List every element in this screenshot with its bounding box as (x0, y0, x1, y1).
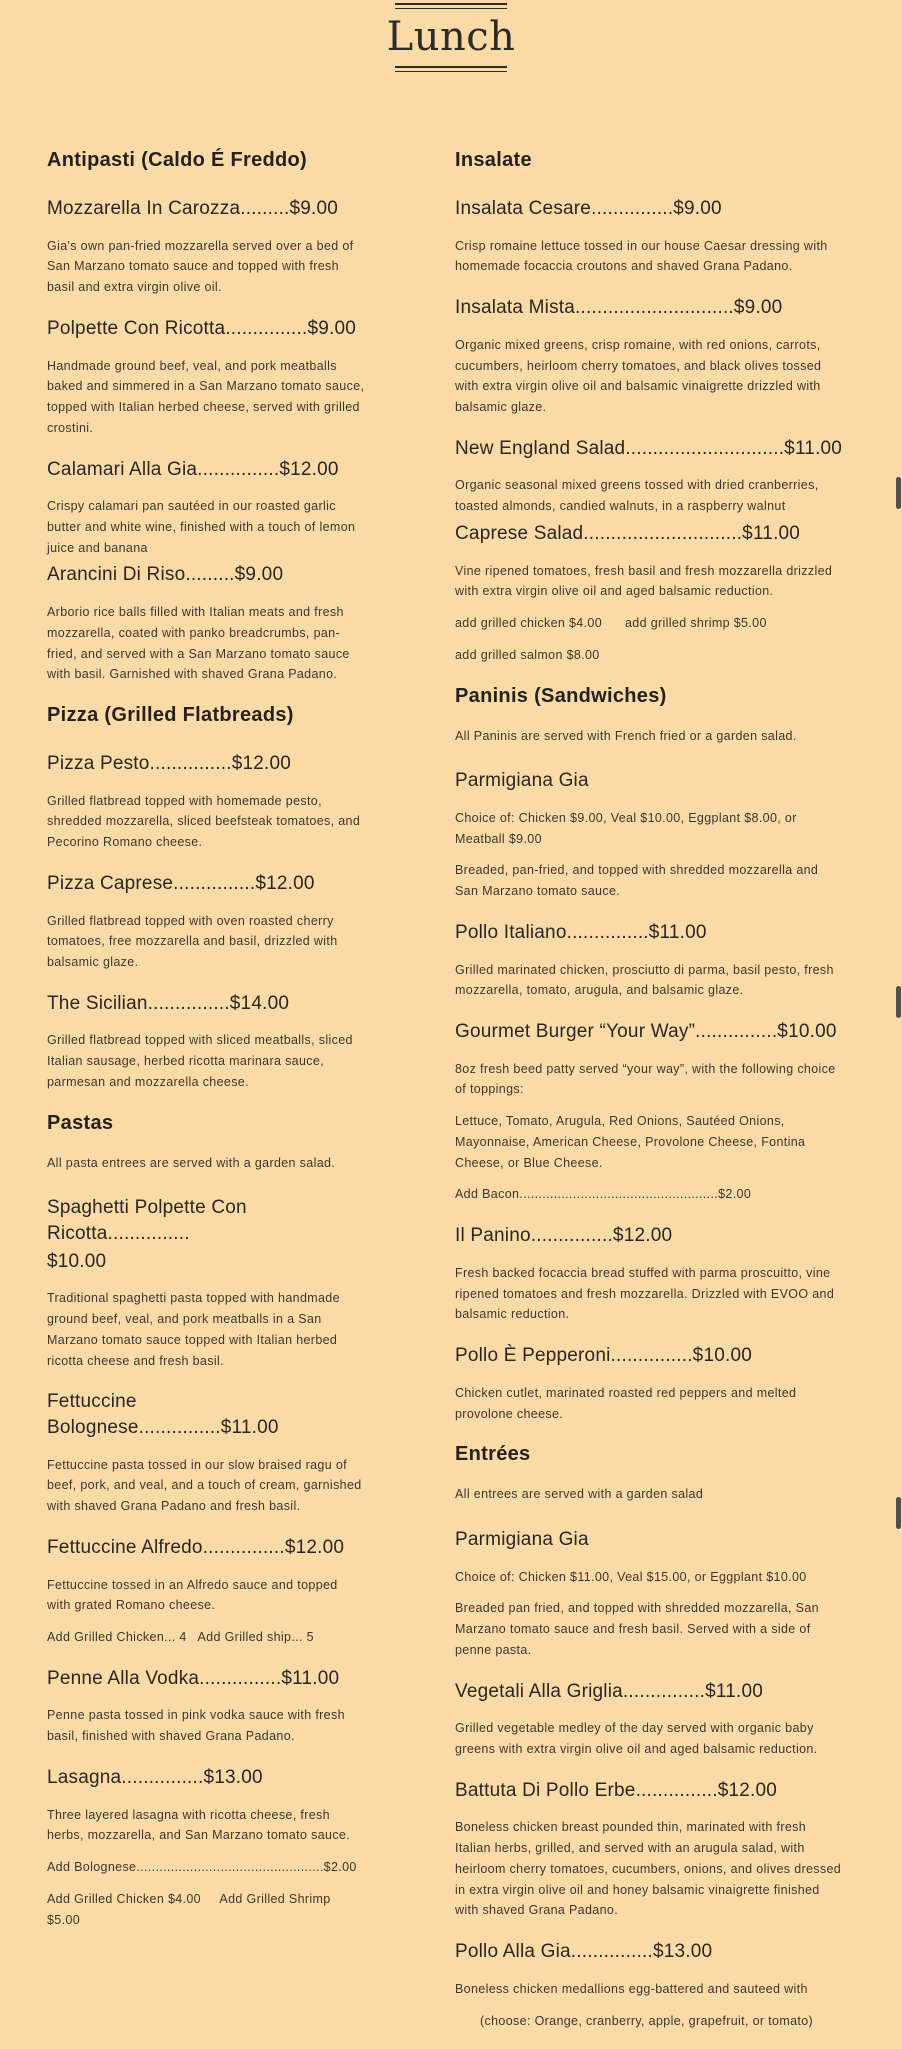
menu-item (455, 1019, 843, 1205)
item-title: Pollo Alla Gia...............$13.00 (455, 1941, 713, 1963)
scrollbar-thumb[interactable] (896, 986, 901, 1018)
item-description-paragraph: Choice of: Chicken $11.00, Veal $15.00, or Eggplant $10.00 (455, 1569, 807, 1584)
item-description-paragraph: Handmade ground beef, veal, and pork meatballs baked and simmered in a San Marzano tomato sauce, topped with Italian herbed cheese, served with grilled crostini. (47, 358, 365, 435)
menu-item (455, 1223, 843, 1325)
scrollbar-thumb[interactable] (896, 477, 901, 509)
menu-item (455, 1778, 843, 1921)
item-description (455, 236, 843, 278)
item-description (47, 356, 365, 439)
item-description (455, 1059, 843, 1174)
item-description-paragraph: Fettuccine pasta tossed in our slow braised ragu of beef, pork, and veal, and a touch of cream, garnished with shaved Grana Padano and fresh basil. (47, 1457, 362, 1514)
item-description-paragraph: Chicken cutlet, marinated roasted red peppers and melted provolone cheese. (455, 1385, 797, 1421)
double-rule-bottom (395, 66, 507, 72)
menu-item (47, 316, 365, 439)
column-left (47, 148, 365, 2049)
item-addon: Add Bacon....................................................$2.00 (455, 1187, 752, 1202)
item-description (47, 791, 365, 853)
item-description-paragraph: Organic mixed greens, crisp romaine, with red onions, carrots, cucumbers, heirloom cherry tomatoes, and black olives tossed with extra virgin olive oil and balsamic vinaigrette drizzled with balsamic glaze. (455, 337, 822, 415)
menu-item (47, 457, 365, 559)
section-note: All entrees are served with a garden salad (455, 1487, 704, 1502)
item-addon: Add Grilled Chicken $4.00 Add Grilled Shrimp $5.00 (47, 1891, 335, 1927)
item-description-paragraph: Traditional spaghetti pasta topped with handmade ground beef, veal, and pork meatballs in a San Marzano tomato sauce topped with Italian herbed ricotta cheese and fresh basil. (47, 1291, 340, 1368)
item-description-paragraph: Choice of: Chicken $9.00, Veal $10.00, Eggplant $8.00, or Meatball $9.00 (455, 810, 797, 846)
item-description-paragraph: Three layered lasagna with ricotta cheese, fresh herbs, mozzarella, and San Marzano tomato sauce. (47, 1807, 351, 1843)
menu-item (455, 768, 843, 902)
menu-item (455, 436, 843, 517)
item-title: Il Panino...............$12.00 (455, 1225, 673, 1247)
item-title: Caprese Salad.............................$11.00 (455, 522, 801, 544)
item-description-paragraph: Grilled flatbread topped with oven roasted cherry tomatoes, free mozzarella and basil, drizzled with balsamic glaze. (47, 913, 338, 970)
item-description (455, 1263, 843, 1325)
item-title: Mozzarella In Carozza.........$9.00 (47, 198, 339, 219)
item-title: Pizza Pesto...............$12.00 (47, 753, 292, 775)
item-description-paragraph: Grilled flatbread topped with homemade pesto, shredded mozzarella, sliced beefsteak tomatoes, and Pecorino Romano cheese. (47, 793, 361, 850)
menu-item (455, 1939, 843, 2031)
double-rule-top (395, 3, 507, 9)
item-description (47, 1030, 365, 1092)
item-description-paragraph: Vine ripened tomatoes, fresh basil and fresh mozzarella drizzled with extra virgin olive oil and aged balsamic reduction. (455, 563, 833, 599)
item-description-paragraph: Crisp romaine lettuce tossed in our house Caesar dressing with homemade focaccia croutons and shaved Grana Padano. (455, 238, 828, 274)
item-description-paragraph: Lettuce, Tomato, Arugula, Red Onions, Sautéed Onions, Mayonnaise, American Cheese, Provolone Cheese, Fontina Cheese, or Blue Cheese. (455, 1114, 806, 1170)
menu-item (455, 521, 843, 666)
item-description-paragraph: Breaded, pan-fried, and topped with shredded mozzarella and San Marzano tomato sauce. (455, 863, 819, 899)
item-description (47, 911, 365, 973)
item-description (455, 1383, 843, 1425)
item-addon: Add Grilled Chicken... 4 Add Grilled ship... 5 (47, 1630, 314, 1645)
item-description (455, 1718, 843, 1760)
menu-item (47, 991, 365, 1093)
menu-section (47, 1111, 365, 1931)
item-description-paragraph: Boneless chicken breast pounded thin, marinated with fresh Italian herbs, grilled, and served with an arugula salad, with heirloom cherry tomatoes, cucumbers, onions, and olives dressed in extra virgin olive oil and honey balsamic vinaigrette finished with shaved Grana Padano. (455, 1820, 842, 1918)
section-heading: Insalate (455, 149, 532, 171)
menu-item (47, 1389, 365, 1517)
menu-columns (0, 148, 902, 2049)
menu-item (47, 751, 365, 853)
item-description (455, 960, 843, 1002)
item-description (455, 1979, 843, 2000)
item-description-paragraph: Fresh backed focaccia bread stuffed with parma proscuitto, vine ripened tomatoes and fresh mozzarella. Drizzled with EVOO and balsamic reduction. (455, 1265, 835, 1322)
menu-item (47, 1666, 365, 1747)
section-heading: Paninis (Sandwiches) (455, 684, 667, 707)
item-addon: add grilled chicken $4.00 add grilled shrimp $5.00 (455, 616, 767, 631)
item-title: Pizza Caprese...............$12.00 (47, 872, 315, 894)
item-addon: Add Bolognese.................................................$2.00 (47, 1860, 357, 1875)
item-title: Penne Alla Vodka...............$11.00 (47, 1667, 340, 1689)
item-title: Polpette Con Ricotta...............$9.00 (47, 317, 356, 339)
item-description-paragraph: Penne pasta tossed in pink vodka sauce with fresh basil, finished with shaved Grana Padano. (47, 1708, 345, 1744)
item-addon: add grilled salmon $8.00 (455, 647, 600, 662)
menu-section (455, 1442, 843, 2031)
menu-item (455, 295, 843, 418)
item-title: Fettuccine Bolognese...............$11.00 (47, 1391, 279, 1439)
item-description-paragraph: Boneless chicken medallions egg-battered and sauteed with (455, 1981, 808, 1996)
menu-item (455, 1679, 843, 1760)
item-title: Arancini Di Riso.........$9.00 (47, 564, 284, 586)
item-title: Vegetali Alla Griglia...............$11.00 (455, 1680, 763, 1702)
menu-item (455, 920, 843, 1001)
item-description-paragraph: Grilled vegetable medley of the day served with organic baby greens with extra virgin olive oil and aged balsamic reduction. (455, 1721, 818, 1757)
scrollbar-thumb[interactable] (896, 1497, 901, 1529)
item-description (455, 475, 843, 517)
page-title: Lunch (386, 14, 516, 60)
menu-item (455, 196, 843, 277)
item-title: Parmigiana Gia (455, 1529, 589, 1551)
item-description (47, 1705, 365, 1747)
section-heading: Pizza (Grilled Flatbreads) (47, 704, 294, 727)
item-title: Battuta Di Pollo Erbe...............$12.00 (455, 1779, 778, 1801)
item-description (47, 1455, 365, 1517)
menu-item (47, 196, 365, 298)
menu-item (455, 1343, 843, 1424)
item-description-paragraph: Gia's own pan-fried mozzarella served over a bed of San Marzano tomato sauce and topped with fresh basil and extra virgin olive oil. (47, 238, 354, 295)
item-title: Parmigiana Gia (455, 770, 589, 792)
menu-section (47, 148, 365, 685)
menu-section (47, 703, 365, 1093)
item-description (455, 561, 843, 603)
item-title: Calamari Alla Gia...............$12.00 (47, 458, 339, 480)
item-title-line2: $10.00 (47, 1250, 107, 1272)
section-note: All pasta entrees are served with a garden salad. (47, 1155, 336, 1170)
item-description (47, 236, 365, 298)
item-title: The Sicilian...............$14.00 (47, 992, 290, 1014)
item-title: Pollo È Pepperoni...............$10.00 (455, 1345, 752, 1367)
menu-item (455, 1527, 843, 1661)
item-description-paragraph: Breaded pan fried, and topped with shredded mozzarella, San Marzano tomato sauce and fresh basil. Served with a side of penne pasta. (455, 1601, 819, 1657)
item-title: Gourmet Burger “Your Way”...............$10.00 (455, 1021, 837, 1043)
item-description (455, 1817, 843, 1921)
item-description-paragraph: Grilled flatbread topped with sliced meatballs, sliced Italian sausage, herbed ricotta marinara sauce, parmesan and mozzarella cheese. (47, 1033, 353, 1089)
item-title: Lasagna...............$13.00 (47, 1766, 263, 1788)
menu-item (47, 1195, 365, 1371)
item-description (47, 496, 365, 558)
item-description (47, 1288, 365, 1371)
item-description-paragraph: 8oz fresh beed patty served “your way”, with the following choice of toppings: (455, 1061, 836, 1097)
item-description-paragraph: Grilled marinated chicken, prosciutto di parma, basil pesto, fresh mozzarella, tomato, arugula, and balsamic glaze. (455, 962, 834, 998)
menu-item (47, 1535, 365, 1648)
item-description-paragraph: Fettuccine tossed in an Alfredo sauce and topped with grated Romano cheese. (47, 1577, 338, 1613)
section-heading: Pastas (47, 1111, 114, 1134)
item-description (47, 1575, 365, 1617)
column-right (455, 148, 843, 2049)
section-heading: Antipasti (Caldo É Freddo) (47, 149, 308, 171)
item-title: Pollo Italiano...............$11.00 (455, 921, 707, 943)
item-description (47, 1805, 365, 1847)
item-addon: (choose: Orange, cranberry, apple, grapefruit, or tomato) (480, 2013, 814, 2028)
item-description-paragraph: Crispy calamari pan sautéed in our roasted garlic butter and white wine, finished with a touch of lemon juice and banana (47, 499, 356, 555)
menu-item (47, 562, 365, 685)
menu-section (455, 148, 843, 666)
item-title: Spaghetti Polpette Con Ricotta............... (47, 1197, 247, 1245)
item-description (455, 1567, 843, 1661)
item-title: Fettuccine Alfredo...............$12.00 (47, 1536, 345, 1558)
item-description (455, 808, 843, 902)
section-heading: Entrées (455, 1443, 531, 1466)
section-note: All Paninis are served with French fried or a garden salad. (455, 728, 797, 743)
item-description (47, 602, 365, 685)
item-title: New England Salad.............................$11.00 (455, 437, 843, 459)
menu-section (455, 684, 843, 1425)
menu-header (0, 0, 902, 72)
item-description-paragraph: Arborio rice balls filled with Italian meats and fresh mozzarella, coated with panko breadcrumbs, pan-fried, and served with a San Marzano tomato sauce with basil. Garnished with shaved Grana Padano. (47, 605, 350, 682)
item-description (455, 335, 843, 418)
item-title: Insalata Cesare...............$9.00 (455, 198, 722, 219)
menu-item (47, 871, 365, 973)
menu-item (47, 1765, 365, 1930)
item-description-paragraph: Organic seasonal mixed greens tossed with dried cranberries, toasted almonds, candied walnuts, in a raspberry walnut (455, 478, 819, 514)
item-title: Insalata Mista.............................$9.00 (455, 297, 783, 319)
